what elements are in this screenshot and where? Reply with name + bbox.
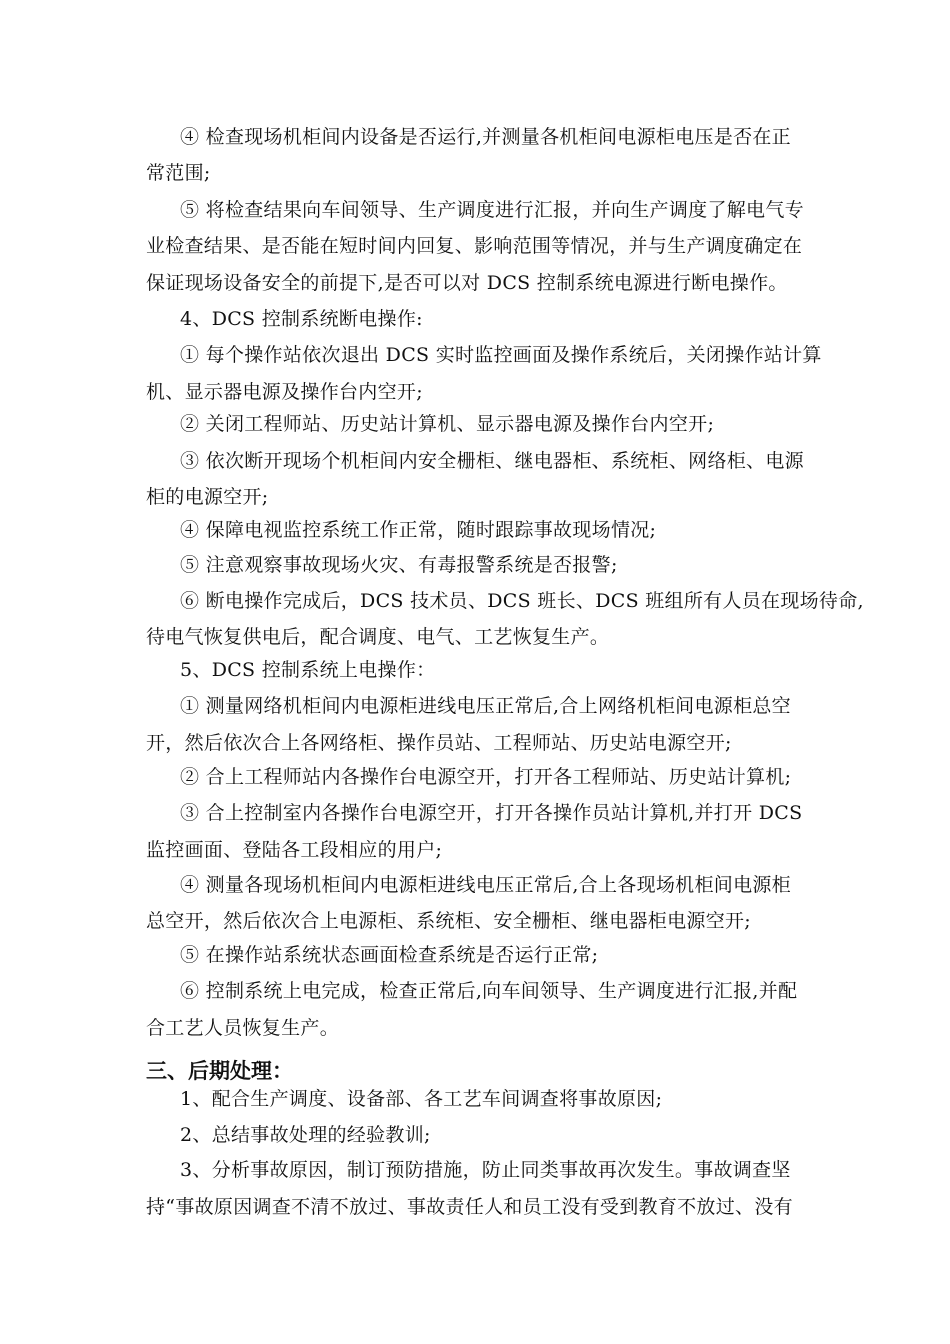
text-line: 4、DCS 控制系统断电操作:	[180, 308, 423, 330]
section-heading: 三、后期处理：	[146, 1059, 293, 1083]
text-line: ④ 保障电视监控系统工作正常，随时跟踪事故现场情况;	[180, 519, 657, 541]
text-line: 待电气恢复供电后，配合调度、电气、工艺恢复生产。	[146, 626, 610, 648]
text-line: 2、总结事故处理的经验教训;	[180, 1124, 431, 1146]
text-line: 合工艺人员恢复生产。	[146, 1017, 340, 1039]
text-line: ⑤ 在操作站系统状态画面检查系统是否运行正常;	[180, 944, 599, 966]
text-line: 常范围;	[146, 162, 211, 184]
text-line: 5、DCS 控制系统上电操作：	[180, 659, 436, 681]
text-line: 3、分析事故原因，制订预防措施，防止同类事故再次发生。事故调查坚	[180, 1159, 791, 1181]
text-line: 总空开，然后依次合上电源柜、系统柜、安全栅柜、继电器柜电源空开;	[146, 910, 752, 932]
text-line: ⑤ 将检查结果向车间领导、生产调度进行汇报，并向生产调度了解电气专	[180, 199, 804, 221]
text-line: 持“事故原因调查不清不放过、事故责任人和员工没有受到教育不放过、没有	[146, 1196, 793, 1218]
text-line: ④ 检查现场机柜间内设备是否运行,并测量各机柜间电源柜电压是否在正	[180, 126, 791, 148]
text-line: ③ 合上控制室内各操作台电源空开，打开各操作员站计算机,并打开 DCS	[180, 802, 803, 824]
text-line: ③ 依次断开现场个机柜间内安全栅柜、继电器柜、系统柜、网络柜、电源	[180, 450, 804, 472]
text-line: ① 测量网络机柜间内电源柜进线电压正常后,合上网络机柜间电源柜总空	[180, 695, 791, 717]
text-line: ④ 测量各现场机柜间内电源柜进线电压正常后,合上各现场机柜间电源柜	[180, 874, 791, 896]
text-line: 业检查结果、是否能在短时间内回复、影响范围等情况，并与生产调度确定在	[146, 235, 803, 257]
text-line: 保证现场设备安全的前提下,是否可以对 DCS 控制系统电源进行断电操作。	[146, 272, 788, 294]
text-line: 监控画面、登陆各工段相应的用户;	[146, 839, 443, 861]
text-line: 机、显示器电源及操作台内空开;	[146, 381, 423, 403]
text-line: ⑥ 断电操作完成后，DCS 技术员、DCS 班长、DCS 班组所有人员在现场待命,	[180, 590, 864, 612]
text-line: 1、配合生产调度、设备部、各工艺车间调查将事故原因;	[180, 1088, 663, 1110]
text-line: 开，然后依次合上各网络柜、操作员站、工程师站、历史站电源空开;	[146, 732, 732, 754]
text-line: ① 每个操作站依次退出 DCS 实时监控画面及操作系统后，关闭操作站计算	[180, 344, 822, 366]
text-line: 柜的电源空开;	[146, 486, 269, 508]
text-line: ② 关闭工程师站、历史站计算机、显示器电源及操作台内空开;	[180, 413, 715, 435]
text-line: ⑥ 控制系统上电完成，检查正常后,向车间领导、生产调度进行汇报,并配	[180, 980, 798, 1002]
text-line: ② 合上工程师站内各操作台电源空开，打开各工程师站、历史站计算机;	[180, 766, 792, 788]
text-line: ⑤ 注意观察事故现场火灾、有毒报警系统是否报警;	[180, 554, 618, 576]
